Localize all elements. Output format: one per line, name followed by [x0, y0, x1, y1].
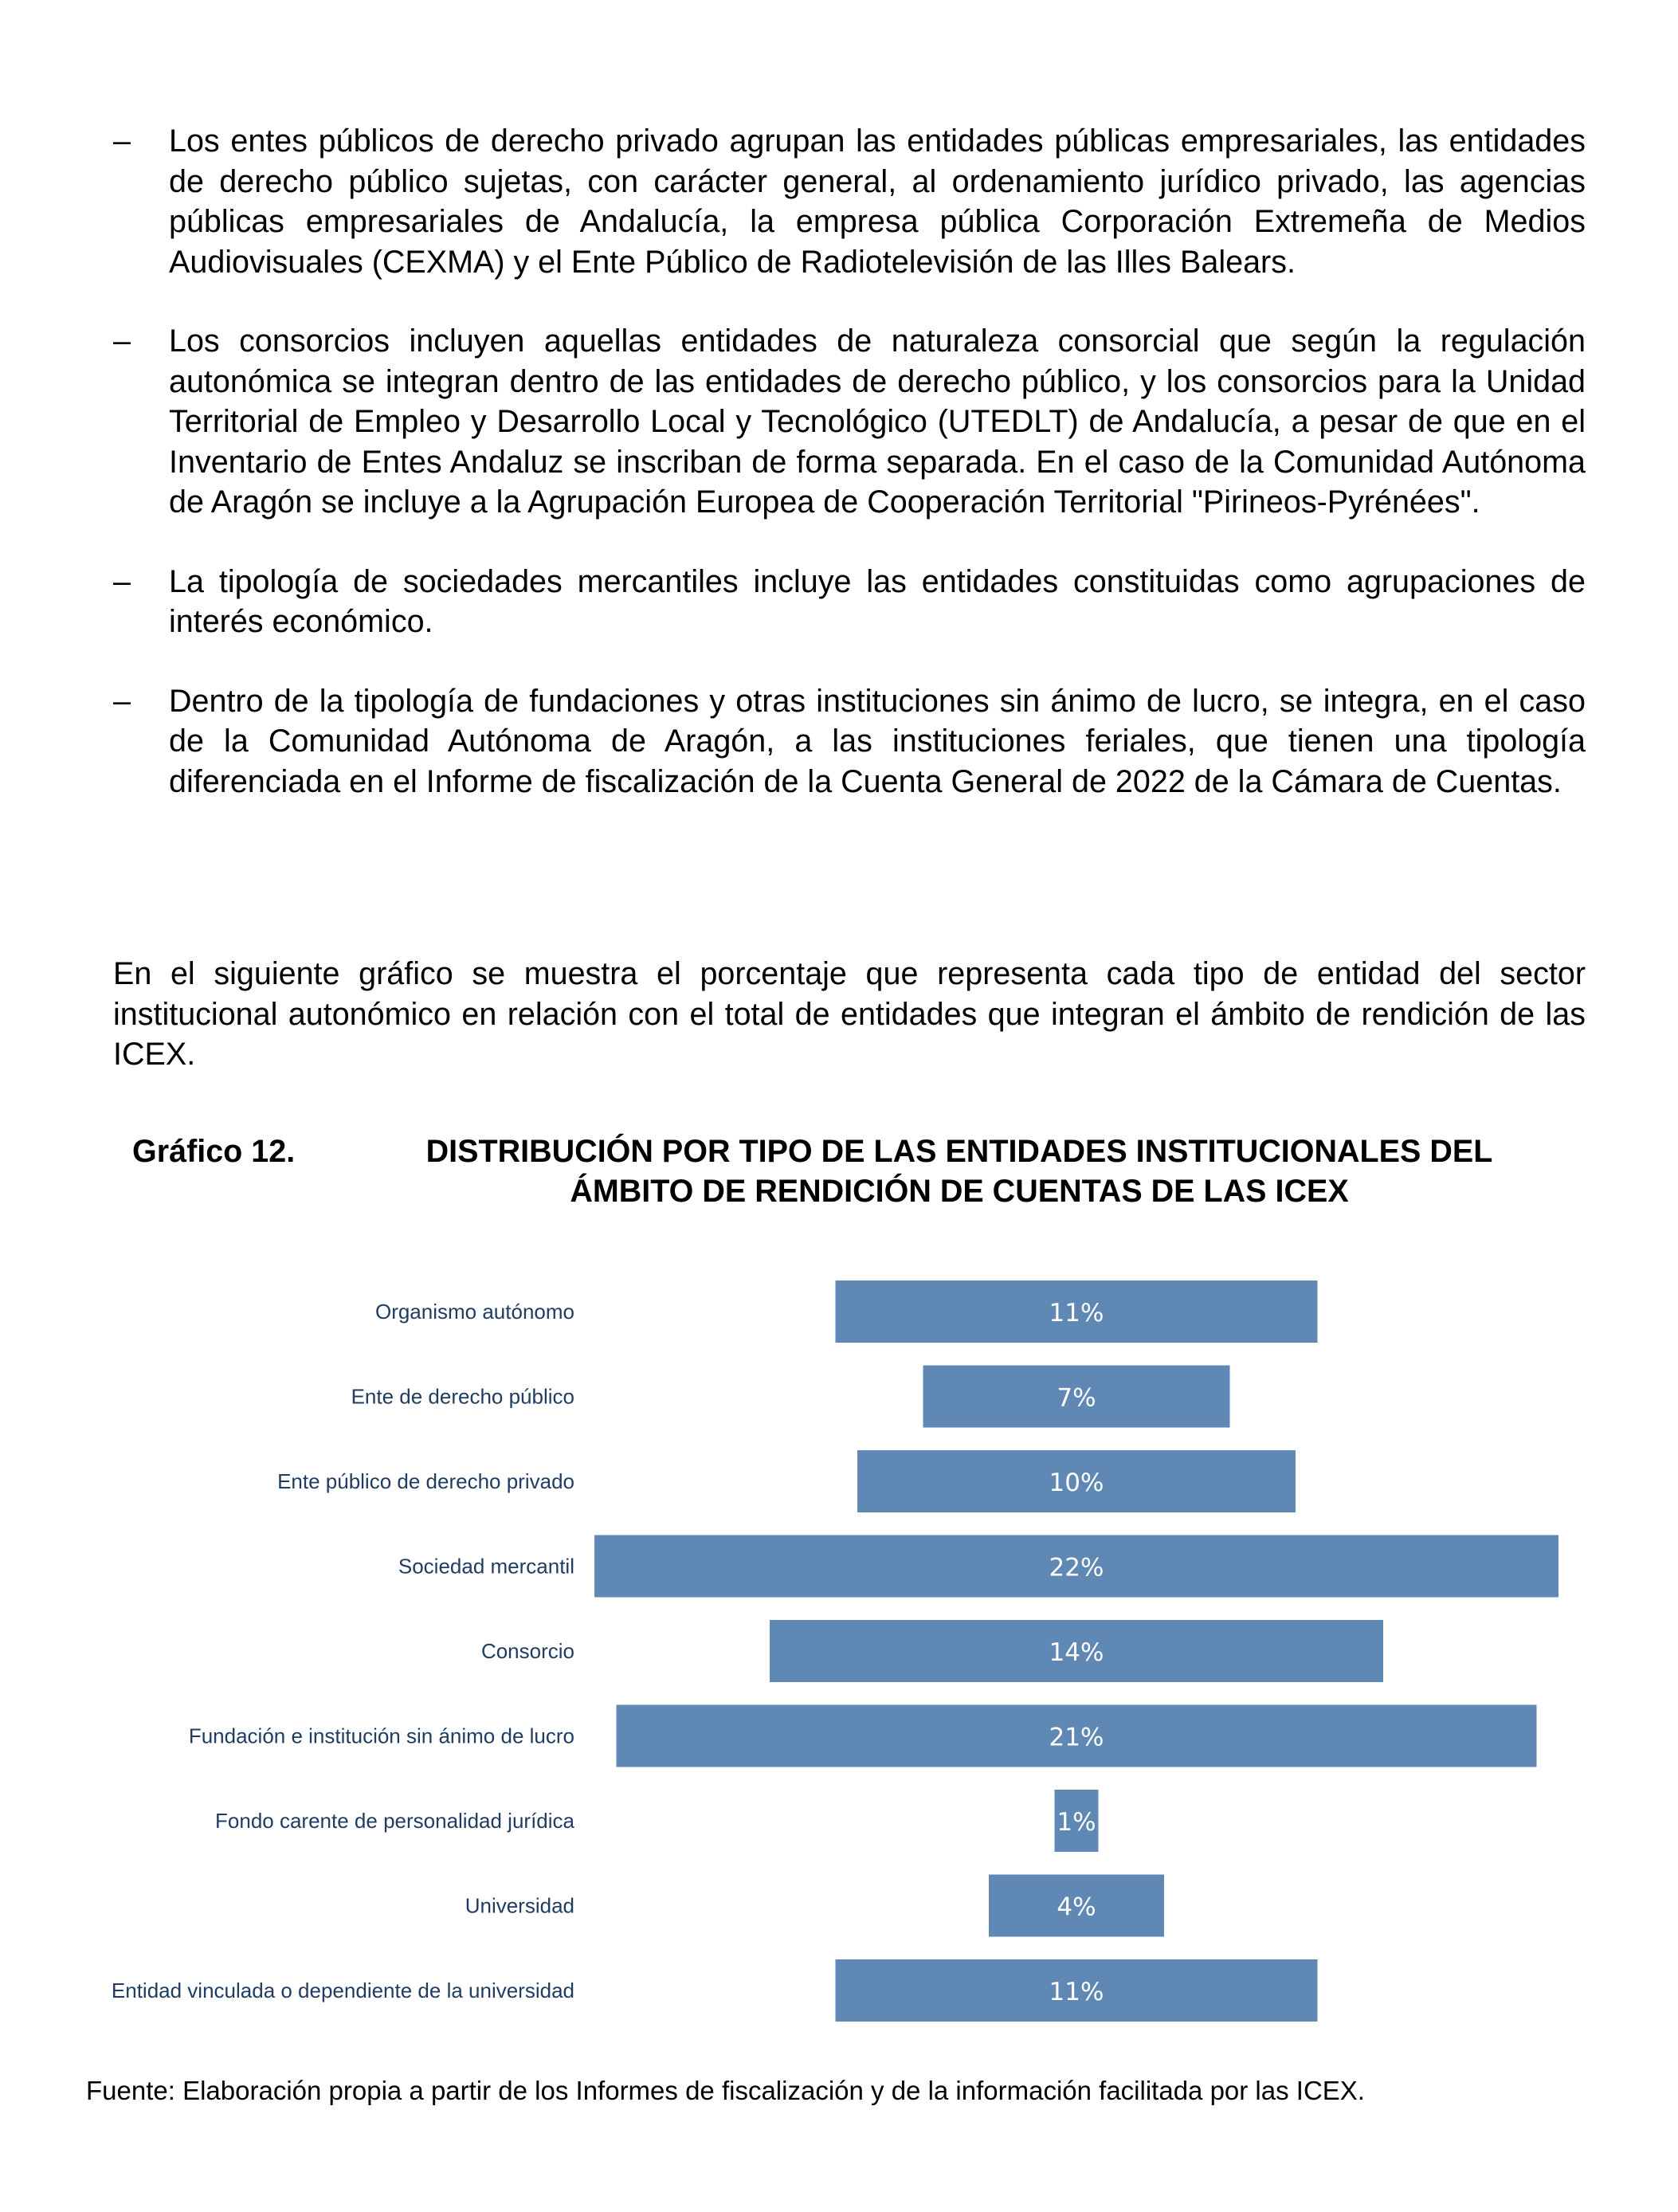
- category-label: Entidad vinculada o dependiente de la universidad: [111, 1979, 574, 2002]
- dash-marker: –: [113, 563, 131, 599]
- intro-paragraph: En el siguiente gráfico se muestra el porcentaje que representa cada tipo de entidad del sector institucional autonómico en relación con el total de entidades que integran el ámbito de rendición de las ICEX.: [113, 956, 1586, 1072]
- value-label: 7%: [1057, 1383, 1096, 1413]
- bullet-item: [113, 562, 1586, 642]
- category-label: Consorcio: [480, 1639, 574, 1663]
- category-label: Sociedad mercantil: [398, 1554, 574, 1579]
- bar-chart: [0, 1243, 1678, 2040]
- bullet-list: [113, 121, 1586, 841]
- figure-number: Gráfico 12.: [132, 1134, 296, 1169]
- value-label: 22%: [1049, 1553, 1104, 1583]
- figure-title-line-2: ÁMBITO DE RENDICIÓN DE CUENTAS DE LAS ICEX: [570, 1174, 1349, 1209]
- category-label: Organismo autónomo: [374, 1300, 574, 1324]
- source-note: Fuente: Elaboración propia a partir de los Informes de fiscalización y de la información facilitada por las ICEX.: [86, 2076, 1365, 2105]
- bullet-text: La tipología de sociedades mercantiles incluye las entidades constituidas como agrupaciones de interés económico.: [169, 563, 1586, 639]
- dash-marker: –: [113, 124, 131, 159]
- figure-title-text: [346, 1131, 1573, 1211]
- category-label: Fondo carente de personalidad jurídica: [215, 1809, 574, 1833]
- bullet-text: Dentro de la tipología de fundaciones y otras instituciones sin ánimo de lucro, se integra, en el caso de la Comunidad Autónoma de Aragón, a las instituciones feriales, que tienen una tipología diferenciada en el Informe de fiscalización de la Cuenta General de 2022 de la Cámara de Cuentas.: [169, 683, 1586, 799]
- bullet-text: Los consorcios incluyen aquellas entidades de naturaleza consorcial que según la regulación autonómica se integran dentro de las entidades de derecho público, y los consorcios para la Unidad Territorial de Empleo y Desarrollo Local y Tecnológico (UTEDLT) de Andalucía, a pesar de que en el Inventario de Entes Andaluz se inscriban de forma separada. En el caso de la Comunidad Autónoma de Aragón se incluye a la Agrupación Europea de Cooperación Territorial "Pirineos-Pyrénées".: [169, 324, 1586, 520]
- value-label: 11%: [1049, 1299, 1104, 1328]
- value-label: 21%: [1049, 1723, 1104, 1752]
- dash-marker: –: [113, 324, 131, 359]
- dash-marker: –: [113, 683, 131, 719]
- value-label: 4%: [1057, 1892, 1096, 1922]
- bullet-item: [113, 121, 1586, 282]
- figure-title-line-1: DISTRIBUCIÓN POR TIPO DE LAS ENTIDADES INSTITUCIONALES DEL: [425, 1134, 1493, 1169]
- bullet-text: Los entes públicos de derecho privado agrupan las entidades públicas empresariales, las entidades de derecho público sujetas, con carácter general, al ordenamiento jurídico privado, las agencias públicas empresariales de Andalucía, la empresa pública Corporación Extremeña de Medios Audiovisuales (CEXMA) y el Ente Público de Radiotelevisión de las Illes Balears.: [169, 124, 1586, 280]
- category-label: Ente de derecho público: [351, 1384, 574, 1409]
- bullet-item: [113, 321, 1586, 523]
- category-label: Ente público de derecho privado: [277, 1469, 574, 1493]
- category-label: Fundación e institución sin ánimo de lucro: [188, 1724, 574, 1748]
- value-label: 10%: [1049, 1469, 1104, 1497]
- value-label: 14%: [1049, 1638, 1104, 1667]
- value-label: 11%: [1049, 1978, 1104, 2006]
- value-label: 1%: [1057, 1808, 1096, 1837]
- category-label: Universidad: [465, 1893, 574, 1918]
- bullet-item: [113, 681, 1586, 802]
